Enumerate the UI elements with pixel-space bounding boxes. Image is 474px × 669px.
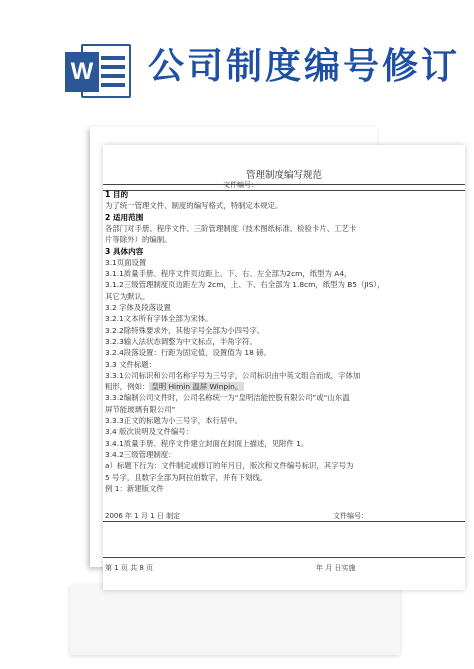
body-line <box>105 234 172 245</box>
background-sheet-bottom <box>70 585 400 655</box>
body-line <box>105 438 308 449</box>
body-line <box>105 291 149 302</box>
body-line <box>105 223 356 234</box>
body-line <box>105 472 267 483</box>
body-line <box>105 392 350 403</box>
line-text: 其它为默认。 <box>105 291 150 301</box>
body-line <box>105 381 244 392</box>
line-text: 例 1：新建版文件 <box>105 483 164 493</box>
line-text: 3.1页面设置 <box>105 257 147 267</box>
line-text: 3.4 版次说明及文件编号： <box>105 427 194 437</box>
body-line <box>105 257 146 268</box>
word-icon <box>65 40 131 102</box>
word-badge: W <box>65 52 99 92</box>
line-text: 3.2 字体及段落设置 <box>105 303 171 312</box>
example-doc-number: 文件编号： <box>333 512 368 520</box>
body-line <box>105 415 242 426</box>
line-text: 3.1.1质量手册、程序文件页边距上、下、右、左全部为2cm，纸型为 A4， <box>105 269 352 279</box>
document-title: 管理制度编写规范 <box>245 170 322 181</box>
body-line <box>105 426 193 437</box>
line-text: 3.4.2三级管理制度： <box>105 449 176 459</box>
body-line <box>105 279 385 290</box>
line-text: 3.4.1质量手册、程序文件建立封面在封面上描述，见附件 1。 <box>105 438 309 448</box>
section-heading <box>105 189 128 200</box>
line-text: 3.2.1文本所有字体全部为宋体。 <box>105 314 213 324</box>
body-line <box>105 404 175 415</box>
body-line <box>105 268 351 279</box>
line-text: 3.3.3正文的标题为小三号字，本行居中。 <box>105 416 243 425</box>
line-text: 粗形，例如： <box>105 382 150 392</box>
doc-number-label: 文件编号： <box>223 181 258 189</box>
line-text: 3.2.2除特殊要求外，其他字号全部为小四号字。 <box>105 325 265 335</box>
line-text: 3.2.3输入法状态调整为中文标点，半角字符。 <box>105 336 257 346</box>
body-line <box>105 460 353 471</box>
body-line <box>105 302 171 313</box>
section-heading <box>105 246 143 257</box>
effective-date: 年 月 日实施 <box>316 564 356 572</box>
page-title: 公司制度编号修订 <box>148 46 461 87</box>
footer-rule <box>103 557 465 558</box>
header-banner <box>0 0 474 130</box>
body-line <box>105 347 271 358</box>
body-line <box>105 200 282 211</box>
line-text: 片等除外）的编制。 <box>105 235 172 245</box>
body-line <box>105 359 156 370</box>
line-text: 3.3.1公司标识和公司名称字号为三号字，公司标识由中英文组合而成，字体加 <box>105 370 361 380</box>
body-line <box>105 325 264 336</box>
example-date-line: 2006 年 1 月 1 日 制定 <box>105 512 181 520</box>
line-text: 3.1.2三级管理制度页边距左为 2cm，上、下、右全部为 1.8cm，纸型为 B5（JIS）， <box>105 280 385 290</box>
body-line <box>105 449 176 460</box>
example-rule <box>103 521 465 522</box>
line-text: a）标题下行为：文件制定或修订的年月日，版次和文件编号标识，其字号为 <box>105 461 354 471</box>
line-text: 2 适用范围 <box>105 212 144 222</box>
page-number: 第 1 页 共 8 页 <box>105 564 154 572</box>
line-text: 5 号字，且数字全部为阿拉伯数字，并有下划线。 <box>105 472 268 482</box>
document-page <box>103 145 465 590</box>
line-text: 3 具体内容 <box>105 246 144 256</box>
title-rule <box>103 184 465 185</box>
line-text: 屏节能玻璃有限公司” <box>105 404 176 414</box>
line-text: 为了统一管理文件、制度的编写格式，特制定本规定。 <box>105 201 283 211</box>
brand-example: 皇明 Himin 温屏 Winpin。 <box>151 382 243 392</box>
header-rule <box>103 190 465 191</box>
line-text: 3.3.2编制公司文件时，公司名称统一为“皇明洁能控股有限公司”或“山东温 <box>105 393 350 403</box>
body-line <box>105 313 213 324</box>
section-heading <box>105 212 143 223</box>
body-line <box>105 483 164 494</box>
line-text: 各部门对手册、程序文件、三阶管理制度（技术图纸标准、检验卡片、工艺卡 <box>105 223 357 233</box>
body-line <box>105 336 257 347</box>
line-text: 1 目的 <box>105 190 129 199</box>
line-text: 3.3 文件标题： <box>105 359 157 369</box>
line-text: 3.2.4段落设置：行距为固定值，设置值为 18 磅。 <box>105 348 271 358</box>
body-line <box>105 370 360 381</box>
